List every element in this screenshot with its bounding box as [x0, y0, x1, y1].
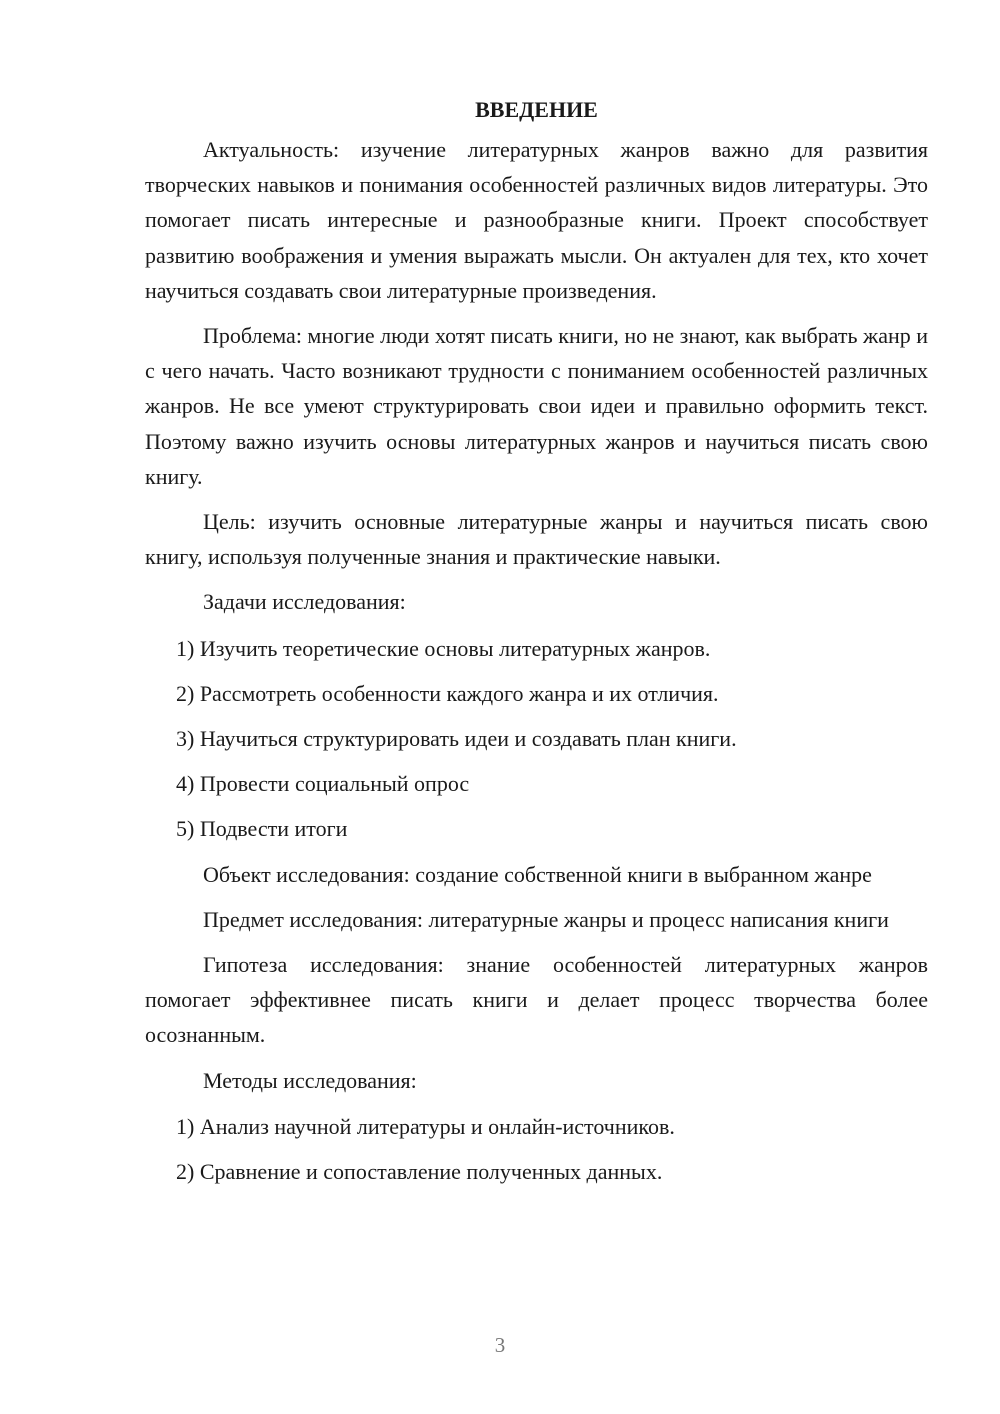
tasks-list [145, 631, 928, 847]
methods-heading: Методы исследования: [203, 1067, 417, 1093]
page-number: 3 [494, 1333, 506, 1357]
document-page [145, 92, 928, 1199]
method-item: 2) Сравнение и сопоставление полученных данных. [176, 1159, 663, 1185]
method-item: 1) Анализ научной литературы и онлайн-источников. [176, 1113, 675, 1139]
task-item: 2) Рассмотреть особенности каждого жанра и их отличия. [176, 680, 719, 706]
relevance-paragraph: Актуальность: изучение литературных жанров важно для развития творческих навыков и понимания особенностей различных видов литературы. Это помогает писать интересные и разнообразные книги. Проект способствует развитию воображения и умения выражать мысли. Он актуален для тех, кто хочет научиться создавать свои литературные произведения. [145, 137, 928, 303]
methods-list [145, 1109, 928, 1189]
tasks-heading: Задачи исследования: [203, 589, 406, 615]
task-item: 3) Научиться структурировать идеи и создавать план книги. [176, 726, 737, 752]
section-title: ВВЕДЕНИЕ [475, 97, 598, 122]
goal-paragraph: Цель: изучить основные литературные жанры и научиться писать свою книгу, используя полученные знания и практические навыки. [145, 509, 928, 570]
hypothesis-paragraph: Гипотеза исследования: знание особенностей литературных жанров помогает эффективнее писать книги и делает процесс творчества более осознанным. [145, 952, 928, 1048]
problem-paragraph: Проблема: многие люди хотят писать книги, но не знают, как выбрать жанр и с чего начать. Часто возникают трудности с пониманием особенностей различных жанров. Не все умеют структурировать свои идеи и правильно оформить текст. Поэтому важно изучить основы литературных жанров и научиться писать свою книгу. [145, 323, 929, 489]
task-item: 4) Провести социальный опрос [176, 771, 470, 797]
task-item: 5) Подвести итоги [176, 816, 348, 842]
subject-paragraph: Предмет исследования: литературные жанры и процесс написания книги [203, 906, 889, 932]
task-item: 1) Изучить теоретические основы литературных жанров. [176, 635, 711, 661]
object-paragraph: Объект исследования: создание собственной книги в выбранном жанре [203, 861, 872, 887]
